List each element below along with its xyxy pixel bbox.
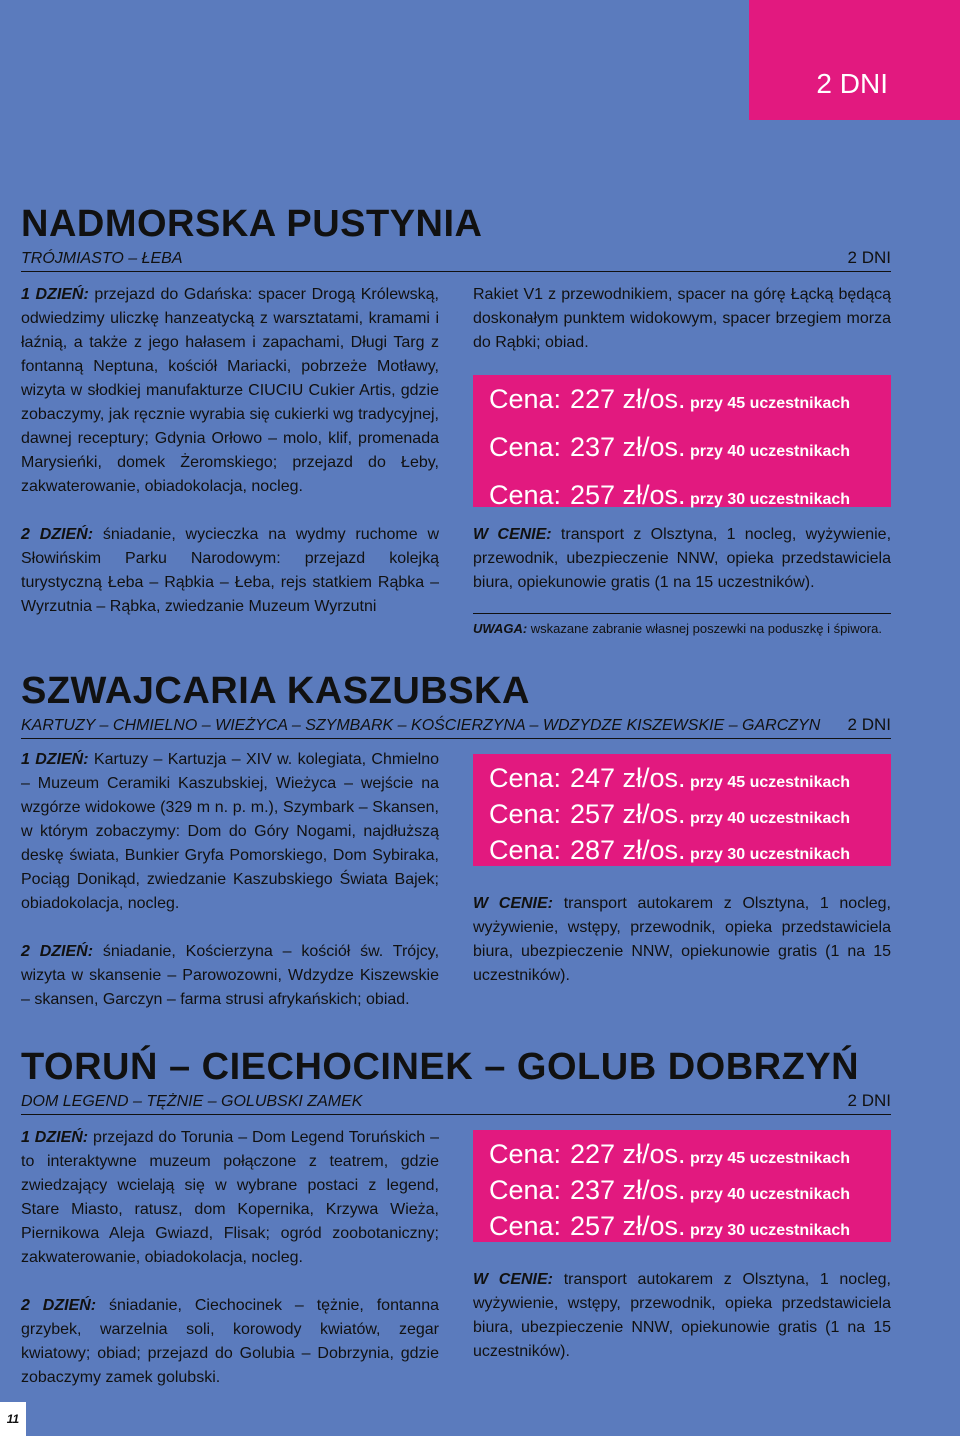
day1-label: 1 DZIEŃ:: [21, 1129, 89, 1146]
day1-paragraph: [21, 283, 439, 499]
day2-paragraph: [21, 1294, 439, 1390]
section-szwajcaria-kaszubska: [21, 670, 892, 1008]
price-row: Cena: 257 zł/os. przy 40 uczestnikach: [489, 799, 851, 829]
day2-text: śniadanie, Kościerzyna – kościół św. Trójcy, wizyta w skansenie – Parowozowni, Wdzydze Kiszewskie – skansen, Garczyn – farma strusi afrykańskich; obiad.: [21, 943, 440, 1008]
day1-paragraph: [21, 748, 439, 916]
section-subtitle-row: [21, 1090, 891, 1115]
price-box: [473, 375, 891, 510]
section-subtitle: TRÓJMIASTO – ŁEBA: [21, 250, 183, 267]
included-label: W CENIE:: [473, 526, 552, 543]
day2-label: 2 DZIEŃ:: [21, 1297, 97, 1314]
day2-label: 2 DZIEŃ:: [21, 943, 94, 960]
day2-paragraph: [21, 940, 439, 1012]
section-left-column: [21, 748, 439, 1012]
price-row: Cena: 257 zł/os. przy 30 uczestnikach: [489, 1211, 851, 1241]
note: [473, 620, 891, 638]
price-box: [473, 754, 891, 866]
day1-text: przejazd do Gdańska: spacer Drogą Królewską, odwiedzimy uliczkę hanzeatycką z warsztatami, kramami i łaźnią, a także z jego hałasem i zapachami, Długi Targ z fontanną Neptuna, kościół Mariacki, pobrzeże Motławy, wizyta w słodkiej manufakturze CIUCIU Cukier Artis, gdzie zobaczymy, jak ręcznie wyrabia się cukierki wg tradycyjnej, dawnej receptury; Gdynia Orłowo – molo, klif, promenada Marysieńki, domek Żeromskiego; przejazd do Łeby, zakwaterowanie, obiadokolacja, nocleg.: [21, 286, 439, 495]
section-subtitle-row: [21, 247, 891, 272]
section-left-column: [21, 283, 439, 619]
section-title: TORUŃ – CIECHOCINEK – GOLUB DOBRZYŃ: [21, 1046, 860, 1088]
note-label: UWAGA:: [473, 621, 528, 636]
included-text: transport autokarem z Olsztyna, 1 nocleg, wyżywienie, wstępy, przewodnik, opieka przedstawiciela biura, ubezpieczenie NNW, opiekunowie gratis (1 na 15 uczestników).: [473, 895, 892, 984]
day1-text: przejazd do Torunia – Dom Legend Toruńskich – to interaktywne muzeum połączone z teatrem, gdzie zwiedzający wcielają się w wybrane postaci z legend, Stare Miasto, ratusz, dom Kopernika, Krzywa Wieża, Piernikowa Aleja Gwiazd, Flisak; ogród zoobotaniczny; zakwaterowanie, obiadokolacja, nocleg.: [21, 1129, 440, 1266]
price-row: Cena: 227 zł/os. przy 45 uczestnikach: [489, 384, 851, 414]
section-subtitle-row: [21, 714, 891, 739]
day1-text: Kartuzy – Kartuzja – XIV w. kolegiata, Chmielno – Muzeum Ceramiki Kaszubskiej, Wieżyca – wejście na wzgórze widokowe (329 m n. p. m.), Szymbark – Skansen, w którym zobaczymy: Dom do Góry Nogami, najdłuższą deskę świata, Bunkier Gryfa Pomorskiego, Dom Sybiraka, Pociąg Donikąd, zwiedzanie Kaszubskiego Świata Bajek; obiadokolacja, nocleg.: [21, 751, 440, 912]
price-row: Cena: 287 zł/os. przy 30 uczestnikach: [489, 835, 851, 865]
section-days: 2 DNI: [847, 248, 891, 267]
section-torun-ciechocinek: [21, 1046, 892, 1386]
section-left-column: [21, 1126, 439, 1390]
section-subtitle: DOM LEGEND – TĘŻNIE – GOLUBSKI ZAMEK: [21, 1093, 363, 1110]
day2-label: 2 DZIEŃ:: [21, 526, 94, 543]
price-row: Cena: 237 zł/os. przy 40 uczestnikach: [489, 432, 851, 462]
section-days: 2 DNI: [847, 715, 891, 734]
price-box: [473, 1130, 891, 1242]
day2-paragraph: [21, 523, 439, 619]
day2-text: śniadanie, wycieczka na wydmy ruchome w Słowińskim Parku Narodowym: przejazd kolejką turystyczną Łeba – Rąbkia – Łeba, rejs statkiem Rąbka – Wyrzutnia – Rąbka, zwiedzanie Muzeum Wyrzutni: [21, 526, 439, 615]
included-label: W CENIE:: [473, 895, 554, 912]
section-title: SZWAJCARIA KASZUBSKA: [21, 670, 530, 712]
day1-label: 1 DZIEŃ:: [21, 286, 89, 303]
included-label: W CENIE:: [473, 1271, 554, 1288]
price-row: Cena: 247 zł/os. przy 45 uczestnikach: [489, 763, 851, 793]
continuation-text: Rakiet V1 z przewodnikiem, spacer na górę Łącką będącą doskonałym punktem widokowym, spacer brzegiem morza do Rąbki; obiad.: [473, 286, 891, 351]
price-row: Cena: 227 zł/os. przy 45 uczestnikach: [489, 1139, 851, 1169]
included-text: transport autokarem z Olsztyna, 1 nocleg, wyżywienie, wstępy, przewodnik, opieka przedstawiciela biura, ubezpieczenie NNW, opiekunowie gratis (1 na 15 uczestników).: [473, 1271, 892, 1360]
section-days: 2 DNI: [847, 1091, 891, 1110]
included-block: [473, 523, 891, 638]
included-block: [473, 892, 891, 988]
divider: [473, 613, 891, 614]
day1-paragraph: [21, 1126, 439, 1270]
included-block: [473, 1268, 891, 1364]
page-number: 11: [0, 1402, 26, 1436]
duration-tab-label: 2 DNI: [816, 68, 888, 99]
duration-tab: [749, 0, 960, 120]
note-text: wskazane zabranie własnej poszewki na poduszkę i śpiwora.: [530, 621, 882, 636]
price-row: Cena: 257 zł/os. przy 30 uczestnikach: [489, 480, 851, 510]
section-right-text: [473, 283, 891, 355]
section-nadmorska-pustynia: [21, 203, 892, 636]
included-text: transport z Olsztyna, 1 nocleg, wyżywienie, przewodnik, ubezpieczenie NNW, opieka przedstawiciela biura, opiekunowie gratis (1 na 15 uczestników).: [473, 526, 892, 591]
price-row: Cena: 237 zł/os. przy 40 uczestnikach: [489, 1175, 851, 1205]
section-subtitle: KARTUZY – CHMIELNO – WIEŻYCA – SZYMBARK – KOŚCIERZYNA – WDZYDZE KISZEWSKIE – GARCZYN: [21, 717, 821, 734]
section-title: NADMORSKA PUSTYNIA: [21, 203, 483, 245]
day2-text: śniadanie, Ciechocinek – tężnie, fontanna grzybek, warzelnia soli, korowody kwiatów, zegar kwiatowy; obiad; przejazd do Golubia – Dobrzynia, gdzie zobaczymy zamek golubski.: [21, 1297, 439, 1386]
day1-label: 1 DZIEŃ:: [21, 751, 89, 768]
